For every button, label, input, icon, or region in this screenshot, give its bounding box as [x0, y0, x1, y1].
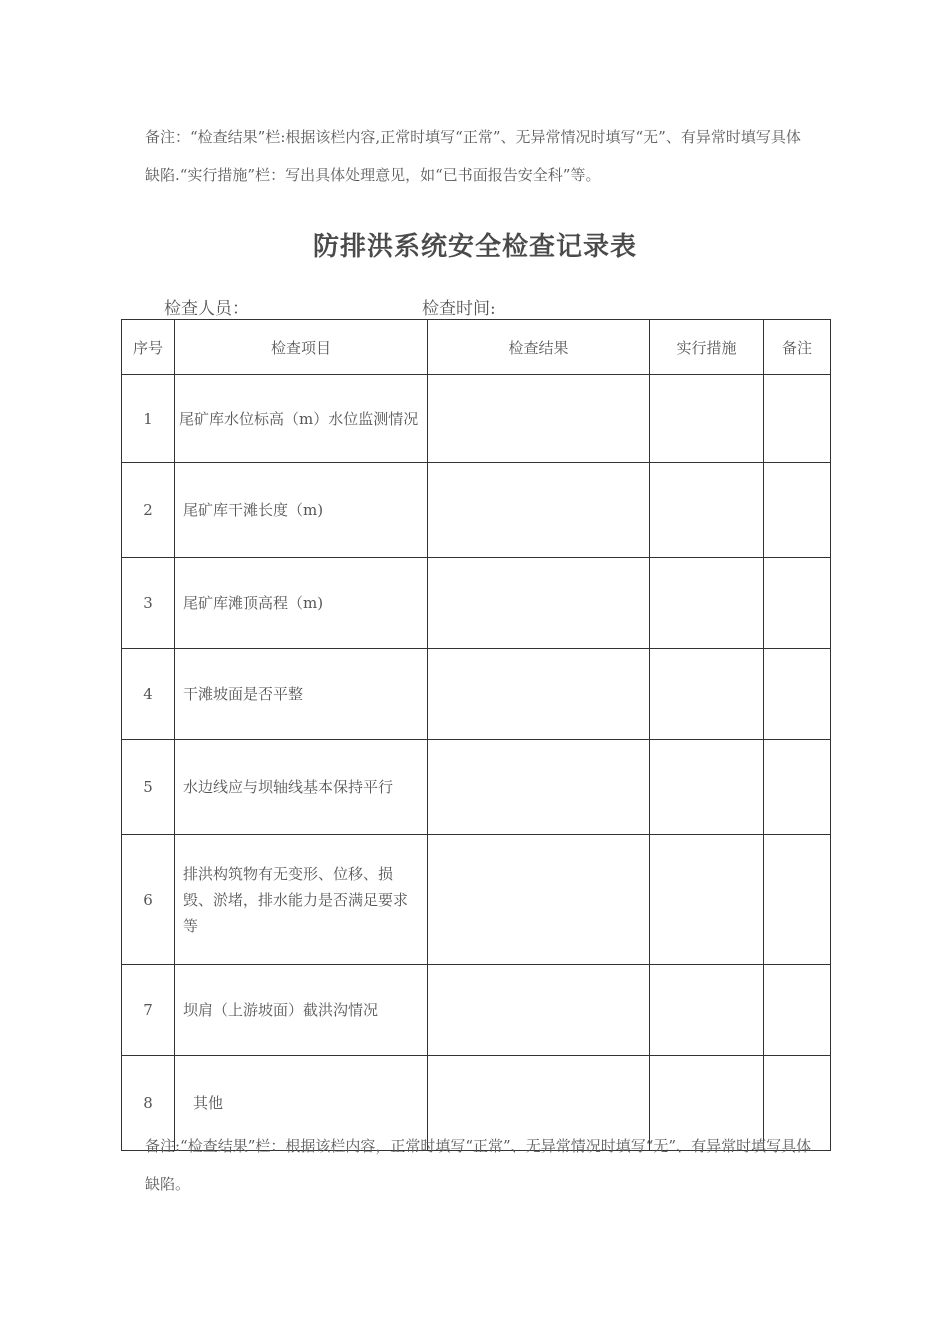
table-row — [122, 558, 831, 649]
table-row — [122, 649, 831, 740]
table-row — [122, 835, 831, 965]
remarks-cell[interactable] — [764, 740, 831, 835]
remarks-cell[interactable] — [764, 965, 831, 1056]
row-item: 其他 — [175, 1056, 428, 1151]
remarks-cell[interactable] — [764, 558, 831, 649]
measures-cell[interactable] — [650, 965, 764, 1056]
row-number: 6 — [122, 835, 175, 965]
row-number: 3 — [122, 558, 175, 649]
row-number: 1 — [122, 375, 175, 463]
row-item: 坝肩（上游坡面）截洪沟情况 — [175, 965, 428, 1056]
measures-cell[interactable] — [650, 558, 764, 649]
row-item: 尾矿库水位标高（m）水位监测情况 — [175, 375, 428, 463]
header-remarks: 备注 — [764, 320, 831, 375]
header-no: 序号 — [122, 320, 175, 375]
row-item: 排洪构筑物有无变形、位移、损毁、淤堵，排水能力是否满足要求等 — [175, 835, 428, 965]
result-cell[interactable] — [428, 463, 650, 558]
result-cell[interactable] — [428, 965, 650, 1056]
result-cell[interactable] — [428, 558, 650, 649]
measures-cell[interactable] — [650, 649, 764, 740]
measures-cell[interactable] — [650, 375, 764, 463]
header-measures: 实行措施 — [650, 320, 764, 375]
table-header-row — [122, 320, 831, 375]
row-item: 尾矿库滩顶高程（m) — [175, 558, 428, 649]
remarks-cell[interactable] — [764, 463, 831, 558]
table-row — [122, 375, 831, 463]
table-row — [122, 463, 831, 558]
row-number: 2 — [122, 463, 175, 558]
top-note: 备注：“检查结果”栏:根据该栏内容,正常时填写“正常”、无异常情况时填写“无”、有异常时填写具体缺陷.“实行措施”栏：写出具体处理意见，如“已书面报告安全科”等。 — [145, 128, 801, 184]
inspector-label: 检查人员： — [164, 299, 249, 319]
header-item: 检查项目 — [175, 320, 428, 375]
result-cell[interactable] — [428, 740, 650, 835]
measures-cell[interactable] — [650, 740, 764, 835]
measures-cell[interactable] — [650, 835, 764, 965]
remarks-cell[interactable] — [764, 835, 831, 965]
result-cell[interactable] — [428, 835, 650, 965]
inspection-time-label: 检查时间: — [422, 299, 496, 319]
row-number: 7 — [122, 965, 175, 1056]
inspection-record-table — [121, 319, 831, 1151]
remarks-cell[interactable] — [764, 375, 831, 463]
header-result: 检查结果 — [428, 320, 650, 375]
result-cell[interactable] — [428, 649, 650, 740]
measures-cell[interactable] — [650, 463, 764, 558]
row-item: 水边线应与坝轴线基本保持平行 — [175, 740, 428, 835]
table-row — [122, 965, 831, 1056]
page-title: 防排洪系统安全检查记录表 — [312, 232, 637, 262]
bottom-note: 备注:“检查结果”栏：根据该栏内容，正常时填写“正常”、无异常情况时填写“无”、有异常时填写具体缺陷。 — [145, 1137, 812, 1193]
result-cell[interactable] — [428, 375, 650, 463]
row-number: 4 — [122, 649, 175, 740]
row-item: 尾矿库干滩长度（m) — [175, 463, 428, 558]
table-row — [122, 740, 831, 835]
remarks-cell[interactable] — [764, 649, 831, 740]
row-item: 干滩坡面是否平整 — [175, 649, 428, 740]
row-number: 5 — [122, 740, 175, 835]
row-number: 8 — [122, 1056, 175, 1151]
